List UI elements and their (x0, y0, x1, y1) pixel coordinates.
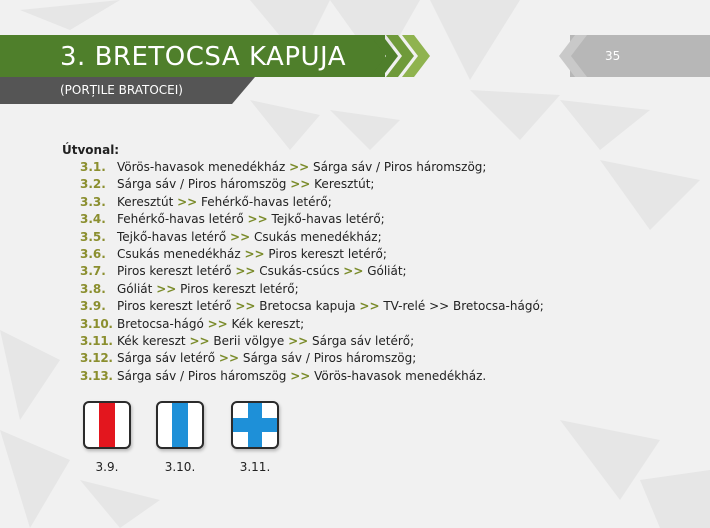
route-segment: Fehérkő-havas letérő; (197, 194, 332, 209)
route-segment: Sárga sáv / Piros háromszög (117, 368, 291, 383)
route-segment: Sárga sáv / Piros háromszög; (239, 351, 417, 366)
route-item (80, 350, 544, 367)
route-item (80, 298, 544, 315)
route-item (80, 281, 544, 298)
route-segment: Csukás menedékház (117, 246, 245, 261)
route-item (80, 263, 544, 280)
route-segment: Keresztút (117, 194, 178, 209)
route-item-number: 3.2. (80, 177, 106, 192)
route-separator: >> (290, 368, 311, 383)
route-item-text (117, 194, 332, 211)
route-segment: Fehérkő-havas letérő (117, 212, 248, 227)
page-subtitle: (PORȚILE BRATOCEI) (60, 83, 183, 97)
route-separator: >> (235, 299, 256, 314)
route-item-text (117, 263, 407, 280)
route-item-number: 3.6. (80, 246, 106, 261)
route-segment: Sárga sáv letérő; (308, 333, 415, 348)
route-item-number: 3.12. (80, 351, 113, 366)
route-segment: Piros kereszt letérő (117, 299, 236, 314)
route-separator: >> (244, 246, 265, 261)
route-segment: Sárga sáv / Piros háromszög; (309, 160, 487, 174)
route-segment: Csukás menedékház; (250, 229, 382, 244)
route-segment: Tejkő-havas letérő; (267, 212, 385, 227)
route-segment: Vörös-havasok menedékház (117, 160, 290, 174)
marker-label: 3.9. (95, 460, 119, 474)
route-separator: >> (156, 281, 177, 296)
route-item-text (117, 281, 299, 298)
route-segment: Góliát; (363, 264, 407, 279)
route-segment: Piros kereszt letérő (117, 264, 236, 279)
route-item (80, 229, 544, 246)
route-item-number: 3.13. (80, 368, 113, 383)
title-chevrons-icon (370, 35, 440, 77)
page-title: 3. BRETOCSA KAPUJA (60, 42, 347, 72)
route-item-number: 3.1. (80, 160, 106, 174)
route-segment: Vörös-havasok menedékház. (310, 368, 487, 383)
route-segment: Piros kereszt letérő; (264, 246, 387, 261)
route-segment: Bretocsa-hágó (117, 316, 208, 331)
route-item-number: 3.11. (80, 333, 113, 348)
route-item-text (117, 368, 486, 385)
route-segment: TV-relé >> Bretocsa-hágó; (379, 299, 544, 314)
route-segment: Berii völgye (209, 333, 289, 348)
cross-marker-icon (231, 401, 279, 449)
route-separator: >> (343, 264, 364, 279)
route-item-text (117, 229, 382, 246)
page-chevron-icon (555, 35, 605, 77)
route-item-text (117, 246, 387, 263)
route-item (80, 333, 544, 350)
route-segment: Góliát (117, 281, 157, 296)
route-item (80, 211, 544, 228)
route-item-number: 3.10. (80, 316, 113, 331)
route-item-number: 3.9. (80, 299, 106, 314)
route-item-text (117, 176, 374, 193)
route-segment: Tejkő-havas letérő (117, 229, 231, 244)
stripe-marker-icon (156, 401, 204, 449)
page-number: 35 (605, 49, 621, 63)
route-segment: Bretocsa kapuja (255, 299, 360, 314)
route-separator: >> (235, 264, 256, 279)
route-item-text (117, 159, 486, 176)
route-separator: >> (177, 194, 198, 209)
route-separator: >> (189, 333, 210, 348)
route-item-number: 3.3. (80, 194, 106, 209)
route-item-text (117, 298, 544, 315)
route-separator: >> (218, 351, 240, 366)
route-item (80, 176, 544, 193)
route-label: Útvonal: (62, 143, 120, 157)
route-item-number: 3.4. (80, 212, 106, 227)
stripe-marker-icon (83, 401, 131, 449)
route-separator: >> (359, 299, 380, 314)
route-segment: Csukás-csúcs (255, 264, 344, 279)
route-item-number: 3.7. (80, 264, 106, 279)
route-item (80, 194, 544, 211)
route-item-number: 3.5. (80, 229, 106, 244)
route-item-text (117, 316, 304, 333)
route-item-text (117, 211, 385, 228)
route-segment: Kék kereszt; (227, 316, 305, 331)
marker-label: 3.10. (164, 460, 196, 474)
route-item (80, 246, 544, 263)
route-separator: >> (290, 177, 311, 192)
route-segment: Kék kereszt (117, 333, 190, 348)
route-item (80, 159, 544, 176)
route-separator: >> (288, 333, 309, 348)
route-item (80, 368, 544, 385)
route-separator: >> (230, 229, 251, 244)
route-separator: >> (207, 316, 228, 331)
route-segment: Sárga sáv / Piros háromszög (117, 177, 291, 192)
route-item-text (117, 350, 416, 367)
route-item-text (117, 333, 414, 350)
route-separator: >> (289, 160, 310, 174)
route-item (80, 316, 544, 333)
route-list (80, 159, 544, 385)
route-segment: Sárga sáv letérő (117, 351, 219, 366)
marker-label: 3.11. (239, 460, 271, 474)
route-item-number: 3.8. (80, 281, 106, 296)
route-segment: Piros kereszt letérő; (176, 281, 299, 296)
route-segment: Keresztút; (310, 177, 375, 192)
route-separator: >> (247, 212, 268, 227)
